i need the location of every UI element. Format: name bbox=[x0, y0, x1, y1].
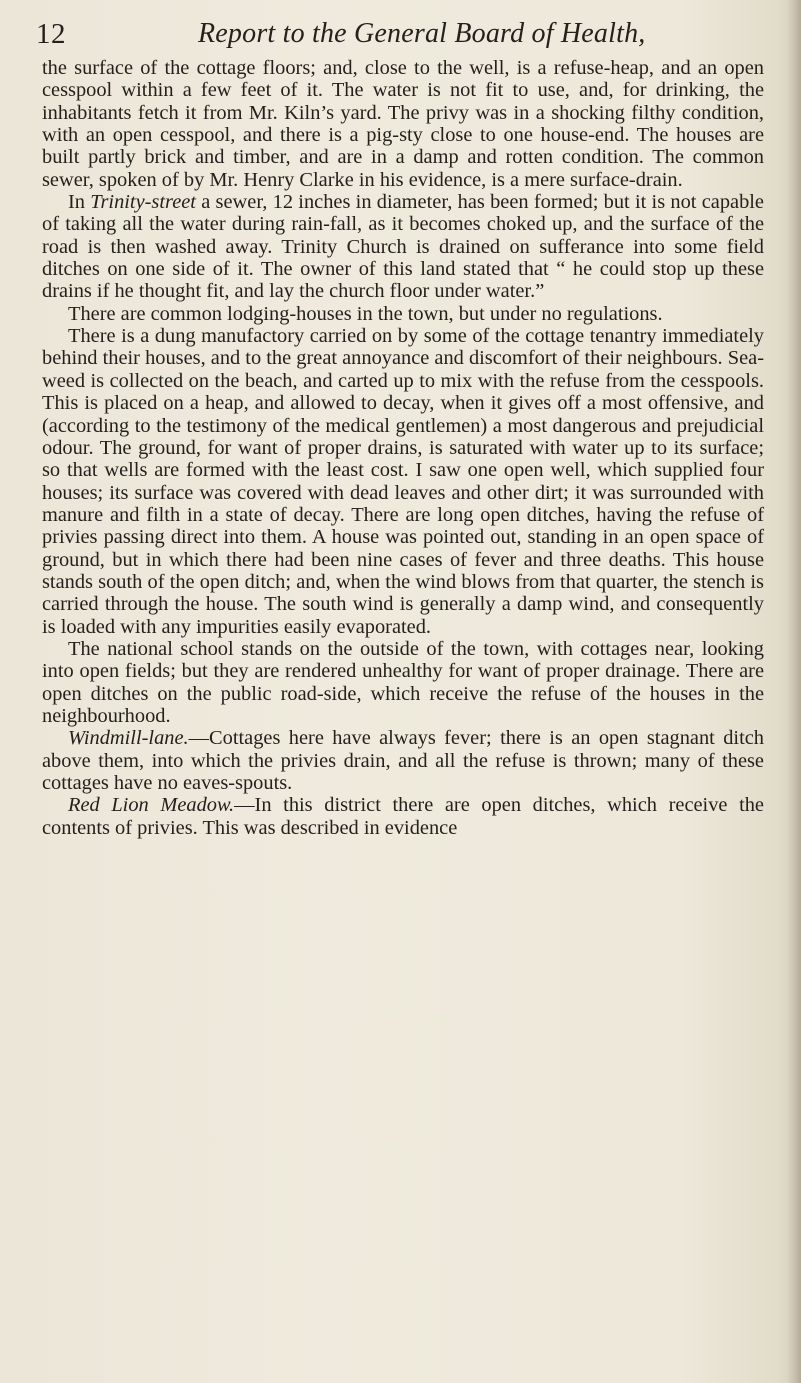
place-name-red-lion-meadow: Red Lion Meadow. bbox=[68, 794, 235, 817]
paragraph-5 bbox=[42, 638, 764, 727]
paragraph-4-text: There is a dung manufactory carried on by some of the cottage tenantry immediately behind their houses, and to the great annoyance and discomfort of their neighbours. Sea-weed is collected on the beach, and carted up to mix with the refuse from the cesspools. This is placed on a heap, and allowed to decay, when it gives off a most offensive, and (according to the testimony of the medical gentlemen) a most dangerous and prejudicial odour. The ground, for want of proper drains, is saturated with water up to its surface; so that wells are formed with the least cost. I saw one open well, which supplied four houses; its surface was covered with dead leaves and other dirt; it was surrounded with manure and filth in a state of decay. There are long open ditches, having the refuse of privies passing direct into them. A house was pointed out, standing in an open space of ground, but in which there had been nine cases of fever and three deaths. This house stands south of the open ditch; and, when the wind blows from that quarter, the stench is carried through the house. The south wind is generally a damp wind, and consequently is loaded with any impurities easily evaporated. bbox=[42, 325, 764, 638]
page-edge-shadow bbox=[787, 0, 801, 1383]
page-number: 12 bbox=[36, 18, 66, 50]
street-name-windmill-lane: Windmill-lane. bbox=[68, 727, 189, 750]
paragraph-4 bbox=[42, 325, 764, 638]
paragraph-1 bbox=[42, 57, 764, 191]
paragraph-5-text: The national school stands on the outside of the town, with cottages near, looking into open fields; but they are rendered unhealthy for want of proper drainage. There are open ditches on the public road-side, which receive the refuse of the houses in the neighbourhood. bbox=[42, 637, 764, 727]
page-header bbox=[28, 14, 768, 54]
paragraph-3-text: There are common lodging-houses in the town, but under no regulations. bbox=[68, 302, 663, 325]
paragraph-3 bbox=[42, 303, 764, 325]
paragraph-1-text: the surface of the cottage floors; and, close to the well, is a refuse-heap, and an open cesspool within a few feet of it. The water is not fit to use, and, for drinking, the inhabitants fetch it from Mr. Kiln’s yard. The privy was in a shocking filthy condition, with an open cesspool, and there is a pig-sty close to one house-end. The houses are built partly brick and timber, and are in a damp and rotten condition. The common sewer, spoken of by Mr. Henry Clarke in his evidence, is a mere surface-drain. bbox=[42, 57, 764, 191]
street-name-trinity: Trinity-street bbox=[90, 191, 196, 214]
paragraph-2-text: a sewer, 12 inches in diameter, has been formed; but it is not capable of taking all the water during rain-fall, as it becomes choked up, and the surface of the road is then washed away. Trinity Church is drained on sufferance into some field ditches on one side of it. The owner of this land stated that “ he could stop up these drains if he thought fit, and lay the church floor under water.” bbox=[42, 191, 764, 303]
paragraph-7-text: —In this district there are open ditches, which receive the contents of privies. This was described in evidence bbox=[42, 794, 764, 839]
report-body bbox=[42, 57, 764, 839]
paragraph-7 bbox=[42, 794, 764, 839]
running-title: Report to the General Board of Health, bbox=[198, 18, 646, 49]
paragraph-6-text: —Cottages here have always fever; there is an open stagnant ditch above them, into which the privies drain, and all the refuse is thrown; many of these cottages have no eaves-spouts. bbox=[42, 727, 764, 794]
paragraph-6 bbox=[42, 727, 764, 794]
paragraph-2: In Trinity-street a sewer, 12 inches in diameter, has been formed; but it is not capable of taking all the water during rain-fall, as it becomes choked up, and the surface of the road is then washed away. Trinity Church is drained on sufferance into some field ditches on one side of it. The owner of this land stated that “ he could stop up these drains if he thought fit, and lay the church floor under water.” bbox=[42, 191, 764, 303]
